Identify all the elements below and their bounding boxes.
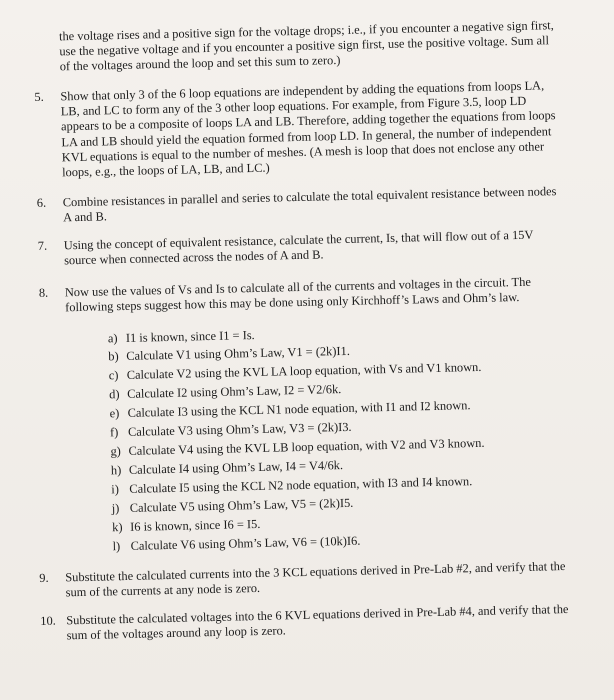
step-d: d) Calculate I2 using Ohm’s Law, I2 = V2/6k. — [109, 382, 342, 402]
intro-paragraph: the voltage rises and a positive sign for the voltage drops; i.e., if you encounter a negative sign first, use the negative voltage and if you encounter a positive sign first, use the positive voltage. Sum all of the voltages around the loop and set this sum to zero.) — [58, 18, 554, 74]
list-item-8 — [39, 274, 564, 316]
step-i: i) Calculate I5 using the KCL N2 node equation, with I3 and I4 known. — [111, 474, 473, 497]
item-number: 10. — [40, 613, 56, 628]
step-h: h) Calculate I4 using Ohm’s Law, I4 = V4/6k. — [110, 458, 344, 478]
step-g: g) Calculate V4 using the KVL LB loop equation, with V2 and V3 known. — [110, 435, 485, 459]
step-a: a) I1 is known, since I1 = Is. — [107, 328, 255, 346]
item-number: 6. — [36, 195, 47, 210]
step-j: j) Calculate V5 using Ohm’s Law, V5 = (2k)I5. — [111, 495, 354, 516]
item-number: 5. — [34, 89, 44, 104]
step-f: f) Calculate V3 using Ohm’s Law, V3 = (2k)I3. — [109, 419, 352, 440]
list-item-6 — [37, 184, 562, 226]
item-text: Show that only 3 of the 6 loop equations are independent by adding the equations from loops LA, LB, and LC to form any of the 3 other loop equations. For example, from Figure 3.5, loop LD appears to be a composite of loops LA and LB. Therefore, adding together the equations from loops LA and LB should yield the equation formed from loop LD. In general, the number of independent KVL equations is equal to the number of meshes. (A mesh is loop that does not enclose any other loops, e.g., the loops of LA, LB, and LC.) — [60, 78, 556, 180]
step-l: l) Calculate V6 using Ohm’s Law, V6 = (10k)I6. — [112, 533, 361, 554]
list-item-10 — [40, 602, 571, 644]
item-number: 7. — [37, 238, 48, 253]
item-text: Using the concept of equivalent resistance, calculate the current, Is, that will flow out of a 15V source when connected across the nodes of A and B. — [63, 227, 534, 268]
step-e: e) Calculate I3 using the KCL N1 node equation, with I1 and I2 known. — [109, 398, 471, 421]
item-text: Substitute the calculated voltages into the 6 KVL equations derived in Pre-Lab #4, and verify that the sum of the voltages around any loop is zero. — [66, 601, 569, 643]
step-b: b) Calculate V1 using Ohm’s Law, V1 = (2k)I1. — [108, 343, 350, 364]
item-number: 8. — [38, 285, 49, 300]
step-k: k) I6 is known, since I6 = I5. — [112, 516, 261, 535]
list-item-9 — [39, 559, 570, 601]
list-item-7 — [38, 227, 563, 269]
list-item-5 — [34, 78, 560, 181]
step-c: c) Calculate V2 using the KVL LA loop equation, with Vs and V1 known. — [108, 359, 482, 383]
item-number: 9. — [39, 570, 49, 585]
item-text: Now use the values of Vs and Is to calculate all of the currents and voltages in the circuit. The following steps suggest how this may be done using only Kirchhoff’s Laws and Ohm’s law. — [64, 274, 532, 315]
item-text: Combine resistances in parallel and series to calculate the total equivalent resistance between nodes A and B. — [62, 184, 557, 225]
item-text: Substitute the calculated currents into the 3 KCL equations derived in Pre-Lab #2, and verify that the sum of the currents at any node is zero. — [65, 559, 566, 600]
